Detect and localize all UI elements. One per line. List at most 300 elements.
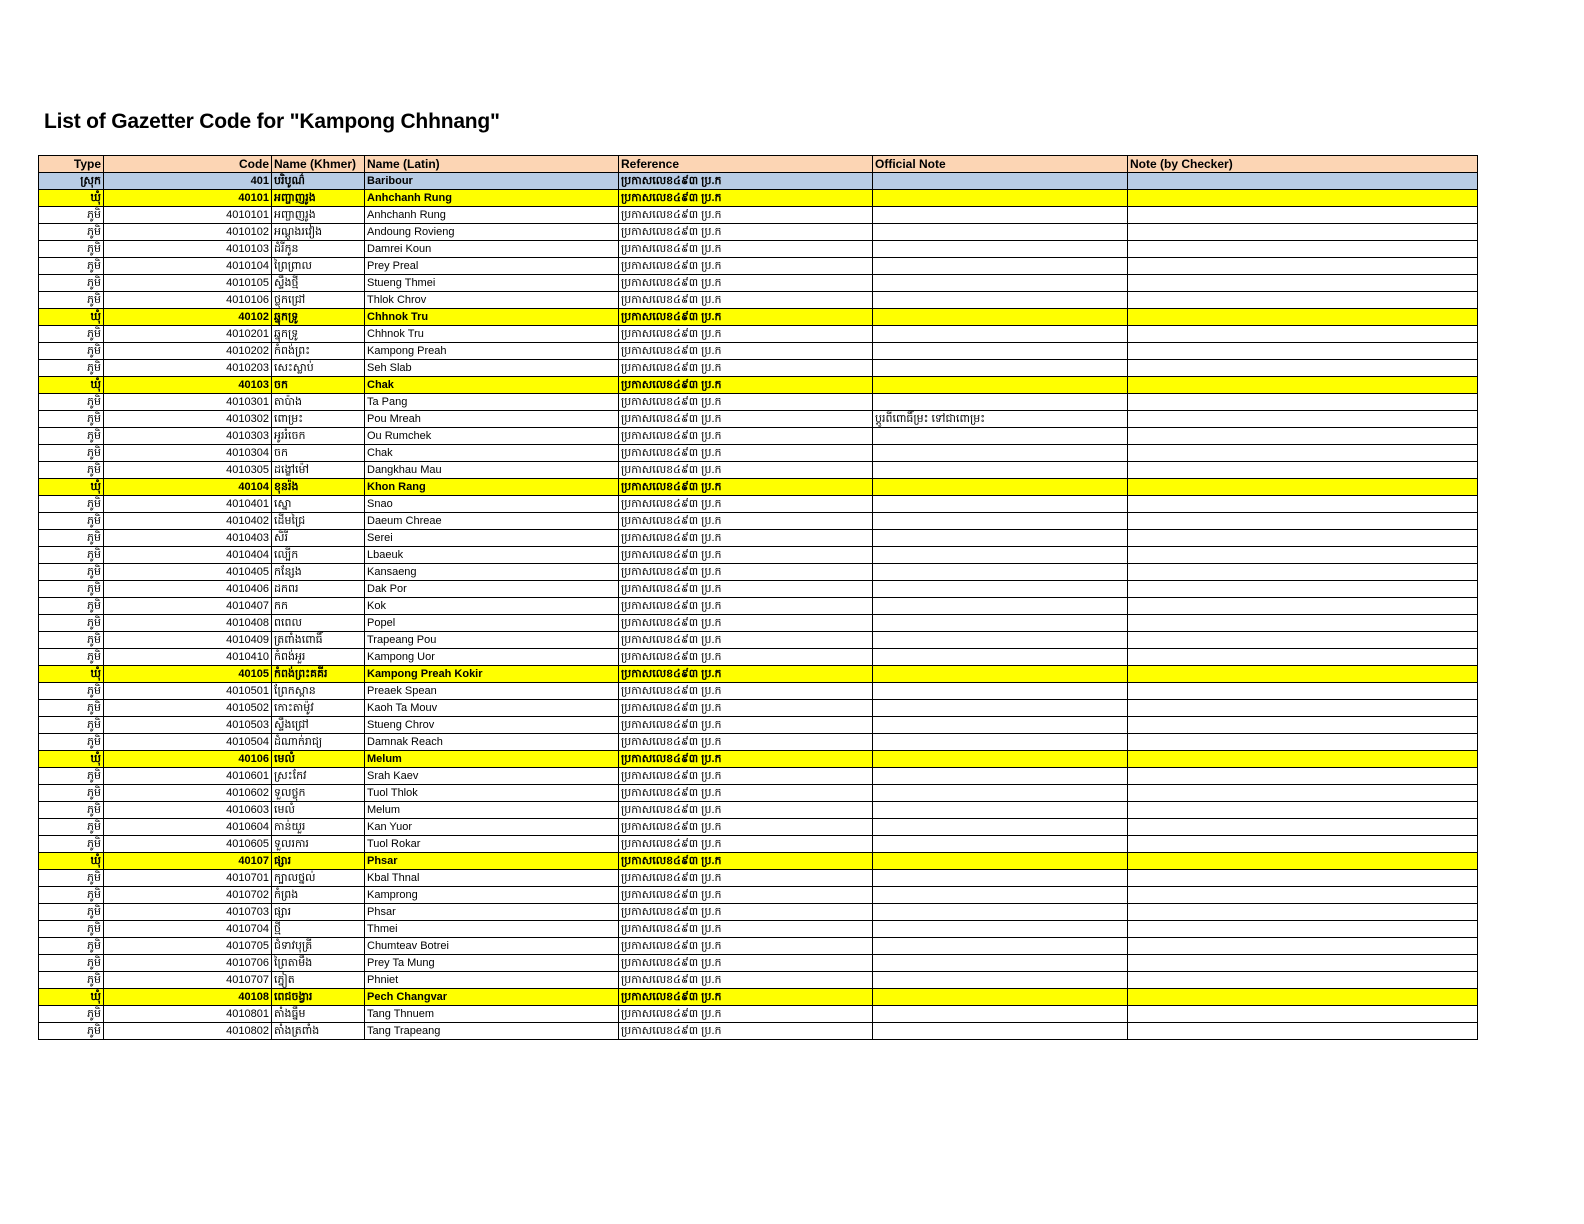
cell-official-note [873,768,1128,785]
cell-checker-note [1128,938,1478,955]
village-row [39,326,1478,343]
cell-reference: ប្រកាសលេខ៤៩៣ ប្រ.ក [619,853,873,870]
cell-checker-note [1128,683,1478,700]
cell-reference: ប្រកាសលេខ៤៩៣ ប្រ.ក [619,819,873,836]
cell-name-latin: Melum [365,751,619,768]
cell-checker-note [1128,717,1478,734]
cell-checker-note [1128,1006,1478,1023]
cell-type: ភូមិ [39,564,104,581]
cell-type: ភូមិ [39,241,104,258]
cell-type: ឃុំ [39,309,104,326]
cell-checker-note [1128,632,1478,649]
cell-name-khmer: ដង្ខៅម៉ៅ [272,462,365,479]
cell-name-khmer: មេលំ [272,802,365,819]
cell-name-khmer: ដើមជ្រៃ [272,513,365,530]
cell-code: 4010304 [104,445,272,462]
cell-name-latin: Baribour [365,173,619,190]
cell-name-latin: Anhchanh Rung [365,190,619,207]
cell-checker-note [1128,258,1478,275]
header-name-khmer: Name (Khmer) [272,156,365,173]
cell-official-note [873,513,1128,530]
village-row [39,462,1478,479]
cell-code: 4010605 [104,836,272,853]
cell-name-latin: Tuol Thlok [365,785,619,802]
cell-type: ភូមិ [39,394,104,411]
cell-reference: ប្រកាសលេខ៤៩៣ ប្រ.ក [619,700,873,717]
cell-official-note [873,717,1128,734]
cell-code: 4010407 [104,598,272,615]
cell-code: 4010102 [104,224,272,241]
cell-official-note [873,921,1128,938]
cell-checker-note [1128,921,1478,938]
cell-reference: ប្រកាសលេខ៤៩៣ ប្រ.ក [619,802,873,819]
cell-checker-note [1128,479,1478,496]
village-row [39,275,1478,292]
cell-checker-note [1128,513,1478,530]
village-row [39,683,1478,700]
cell-name-latin: Kan Yuor [365,819,619,836]
cell-name-khmer: សិរី [272,530,365,547]
commune-row [39,479,1478,496]
cell-name-latin: Popel [365,615,619,632]
cell-reference: ប្រកាសលេខ៤៩៣ ប្រ.ក [619,938,873,955]
commune-row [39,309,1478,326]
cell-type: ភូមិ [39,717,104,734]
cell-type: ឃុំ [39,479,104,496]
cell-name-latin: Kampong Preah Kokir [365,666,619,683]
cell-code: 4010702 [104,887,272,904]
cell-name-khmer: ឆ្នុកទ្រូ [272,309,365,326]
cell-name-latin: Anhchanh Rung [365,207,619,224]
cell-name-latin: Snao [365,496,619,513]
cell-checker-note [1128,564,1478,581]
cell-code: 4010604 [104,819,272,836]
cell-name-khmer: ចក [272,445,365,462]
cell-reference: ប្រកាសលេខ៤៩៣ ប្រ.ក [619,343,873,360]
commune-row [39,666,1478,683]
cell-name-latin: Seh Slab [365,360,619,377]
cell-name-latin: Ou Rumchek [365,428,619,445]
cell-name-khmer: ផ្សារ [272,904,365,921]
cell-checker-note [1128,972,1478,989]
cell-type: ភូមិ [39,768,104,785]
cell-reference: ប្រកាសលេខ៤៩៣ ប្រ.ក [619,513,873,530]
cell-reference: ប្រកាសលេខ៤៩៣ ប្រ.ក [619,360,873,377]
cell-reference: ប្រកាសលេខ៤៩៣ ប្រ.ក [619,632,873,649]
cell-checker-note [1128,377,1478,394]
cell-checker-note [1128,955,1478,972]
commune-row [39,190,1478,207]
cell-reference: ប្រកាសលេខ៤៩៣ ប្រ.ក [619,292,873,309]
cell-type: ភូមិ [39,445,104,462]
cell-checker-note [1128,224,1478,241]
cell-type: ភូមិ [39,615,104,632]
cell-checker-note [1128,887,1478,904]
cell-type: ឃុំ [39,751,104,768]
cell-reference: ប្រកាសលេខ៤៩៣ ប្រ.ក [619,904,873,921]
cell-reference: ប្រកាសលេខ៤៩៣ ប្រ.ក [619,462,873,479]
cell-type: ភូមិ [39,734,104,751]
cell-name-khmer: ព្រៃព្រាល [272,258,365,275]
cell-checker-note [1128,853,1478,870]
cell-checker-note [1128,292,1478,309]
cell-official-note [873,377,1128,394]
cell-type: ភូមិ [39,343,104,360]
cell-reference: ប្រកាសលេខ៤៩៣ ប្រ.ក [619,445,873,462]
village-row [39,921,1478,938]
cell-name-khmer: ឆ្នុកទ្រូ [272,326,365,343]
cell-name-khmer: ត្រពាំងពោធិ៍ [272,632,365,649]
village-row [39,428,1478,445]
cell-official-note [873,785,1128,802]
village-row [39,258,1478,275]
cell-official-note [873,700,1128,717]
cell-type: ភូមិ [39,547,104,564]
cell-reference: ប្រកាសលេខ៤៩៣ ប្រ.ក [619,173,873,190]
cell-name-latin: Tuol Rokar [365,836,619,853]
cell-name-latin: Preaek Spean [365,683,619,700]
village-row [39,598,1478,615]
cell-type: ភូមិ [39,292,104,309]
cell-official-note [873,632,1128,649]
cell-code: 4010302 [104,411,272,428]
cell-name-khmer: ចក [272,377,365,394]
cell-name-khmer: ទួលរការ [272,836,365,853]
village-row [39,717,1478,734]
cell-code: 40103 [104,377,272,394]
village-row [39,547,1478,564]
cell-type: ភូមិ [39,972,104,989]
cell-type: ភូមិ [39,1006,104,1023]
commune-row [39,989,1478,1006]
cell-reference: ប្រកាសលេខ៤៩៣ ប្រ.ក [619,598,873,615]
cell-official-note [873,972,1128,989]
cell-name-khmer: ស្នោ [272,496,365,513]
cell-type: ភូមិ [39,921,104,938]
cell-name-latin: Chak [365,377,619,394]
cell-type: ភូមិ [39,411,104,428]
village-row [39,649,1478,666]
cell-official-note [873,292,1128,309]
cell-name-khmer: ស្ទឹងថ្មី [272,275,365,292]
cell-name-khmer: កោះតាម៉ូវ [272,700,365,717]
cell-code: 4010802 [104,1023,272,1040]
cell-code: 4010706 [104,955,272,972]
cell-checker-note [1128,241,1478,258]
cell-type: ភូមិ [39,938,104,955]
cell-checker-note [1128,870,1478,887]
cell-name-khmer: ទួលថ្លុក [272,785,365,802]
cell-checker-note [1128,904,1478,921]
cell-type: ភូមិ [39,700,104,717]
cell-type: ភូមិ [39,819,104,836]
header-official-note: Official Note [873,156,1128,173]
cell-official-note [873,802,1128,819]
cell-checker-note [1128,309,1478,326]
cell-reference: ប្រកាសលេខ៤៩៣ ប្រ.ក [619,394,873,411]
cell-checker-note [1128,768,1478,785]
cell-checker-note [1128,1023,1478,1040]
cell-type: ភូមិ [39,632,104,649]
cell-official-note [873,530,1128,547]
cell-checker-note [1128,496,1478,513]
cell-type: ភូមិ [39,802,104,819]
cell-code: 4010602 [104,785,272,802]
cell-official-note [873,275,1128,292]
cell-name-khmer: ពេជចង្វារ [272,989,365,1006]
cell-official-note [873,666,1128,683]
village-row [39,1006,1478,1023]
cell-code: 4010603 [104,802,272,819]
cell-name-latin: Dangkhau Mau [365,462,619,479]
cell-name-khmer: កន្សែង [272,564,365,581]
cell-type: ភូមិ [39,428,104,445]
cell-type: ភូមិ [39,258,104,275]
cell-name-khmer: អញ្ចាញរូង [272,190,365,207]
cell-reference: ប្រកាសលេខ៤៩៣ ប្រ.ក [619,547,873,564]
cell-official-note [873,309,1128,326]
village-row [39,972,1478,989]
cell-official-note [873,1023,1128,1040]
cell-reference: ប្រកាសលេខ៤៩៣ ប្រ.ក [619,326,873,343]
cell-code: 4010502 [104,700,272,717]
district-row [39,173,1478,190]
cell-name-latin: Tang Trapeang [365,1023,619,1040]
cell-code: 40102 [104,309,272,326]
village-row [39,241,1478,258]
cell-code: 4010301 [104,394,272,411]
cell-type: ភូមិ [39,887,104,904]
cell-code: 4010408 [104,615,272,632]
cell-code: 4010201 [104,326,272,343]
cell-code: 4010409 [104,632,272,649]
cell-checker-note [1128,343,1478,360]
cell-type: ភូមិ [39,870,104,887]
cell-name-latin: Prey Preal [365,258,619,275]
cell-official-note [873,955,1128,972]
cell-official-note [873,394,1128,411]
cell-official-note [873,547,1128,564]
cell-name-khmer: ពពេល [272,615,365,632]
village-row [39,955,1478,972]
cell-code: 40101 [104,190,272,207]
cell-official-note [873,819,1128,836]
cell-official-note [873,224,1128,241]
cell-name-latin: Trapeang Pou [365,632,619,649]
cell-checker-note [1128,411,1478,428]
cell-name-khmer: ថ្លុកជ្រៅ [272,292,365,309]
cell-reference: ប្រកាសលេខ៤៩៣ ប្រ.ក [619,649,873,666]
cell-reference: ប្រកាសលេខ៤៩៣ ប្រ.ក [619,190,873,207]
cell-name-latin: Kok [365,598,619,615]
cell-checker-note [1128,785,1478,802]
cell-code: 4010106 [104,292,272,309]
cell-code: 4010404 [104,547,272,564]
cell-code: 4010104 [104,258,272,275]
cell-code: 4010403 [104,530,272,547]
cell-type: ភូមិ [39,360,104,377]
cell-type: ភូមិ [39,496,104,513]
cell-checker-note [1128,802,1478,819]
cell-name-latin: Chhnok Tru [365,326,619,343]
cell-code: 4010707 [104,972,272,989]
cell-name-khmer: កំព្រង [272,887,365,904]
cell-name-latin: Lbaeuk [365,547,619,564]
cell-reference: ប្រកាសលេខ៤៩៣ ប្រ.ក [619,785,873,802]
cell-name-latin: Dak Por [365,581,619,598]
cell-official-note [873,462,1128,479]
cell-name-latin: Kaoh Ta Mouv [365,700,619,717]
village-row [39,224,1478,241]
cell-official-note [873,904,1128,921]
cell-official-note [873,1006,1128,1023]
header-name-latin: Name (Latin) [365,156,619,173]
cell-official-note [873,173,1128,190]
cell-name-latin: Thmei [365,921,619,938]
cell-name-khmer: តាំងត្រពាំង [272,1023,365,1040]
header-reference: Reference [619,156,873,173]
cell-name-khmer: ថ្មី [272,921,365,938]
village-row [39,819,1478,836]
cell-name-khmer: ខុនរ៉ង [272,479,365,496]
cell-name-latin: Thlok Chrov [365,292,619,309]
cell-name-khmer: ស្ទឹងជ្រៅ [272,717,365,734]
village-row [39,496,1478,513]
cell-reference: ប្រកាសលេខ៤៩៣ ប្រ.ក [619,530,873,547]
cell-name-latin: Chhnok Tru [365,309,619,326]
cell-reference: ប្រកាសលេខ៤៩៣ ប្រ.ក [619,989,873,1006]
cell-type: ភូមិ [39,649,104,666]
cell-type: ភូមិ [39,785,104,802]
cell-official-note [873,836,1128,853]
cell-code: 4010101 [104,207,272,224]
cell-reference: ប្រកាសលេខ៤៩៣ ប្រ.ក [619,717,873,734]
cell-code: 4010504 [104,734,272,751]
cell-official-note [873,853,1128,870]
village-row [39,445,1478,462]
cell-name-latin: Kamprong [365,887,619,904]
cell-code: 4010203 [104,360,272,377]
cell-name-latin: Tang Thnuem [365,1006,619,1023]
cell-official-note [873,479,1128,496]
gazetteer-table [38,155,1478,1040]
cell-type: ភូមិ [39,836,104,853]
page-title: List of Gazetter Code for "Kampong Chhnang" [44,110,500,133]
village-row [39,734,1478,751]
cell-name-khmer: ជំទាវបុត្រី [272,938,365,955]
cell-name-latin: Phniet [365,972,619,989]
cell-name-khmer: ព្រែកស្ពាន [272,683,365,700]
cell-reference: ប្រកាសលេខ៤៩៣ ប្រ.ក [619,734,873,751]
cell-official-note [873,683,1128,700]
cell-code: 40108 [104,989,272,1006]
cell-official-note [873,326,1128,343]
village-row [39,564,1478,581]
cell-code: 40105 [104,666,272,683]
cell-name-latin: Phsar [365,853,619,870]
cell-reference: ប្រកាសលេខ៤៩៣ ប្រ.ក [619,666,873,683]
cell-reference: ប្រកាសលេខ៤៩៣ ប្រ.ក [619,377,873,394]
cell-official-note [873,581,1128,598]
cell-code: 4010401 [104,496,272,513]
village-row [39,581,1478,598]
cell-name-khmer: ដំរីកូន [272,241,365,258]
village-row [39,836,1478,853]
cell-reference: ប្រកាសលេខ៤៩៣ ប្រ.ក [619,972,873,989]
cell-checker-note [1128,530,1478,547]
cell-official-note [873,496,1128,513]
village-row [39,700,1478,717]
village-row [39,411,1478,428]
cell-name-khmer: ស្រះកែវ [272,768,365,785]
cell-code: 4010705 [104,938,272,955]
cell-reference: ប្រកាសលេខ៤៩៣ ប្រ.ក [619,241,873,258]
cell-name-khmer: ផ្សារ [272,853,365,870]
village-row [39,785,1478,802]
cell-name-khmer: កាន់យួរ [272,819,365,836]
cell-checker-note [1128,445,1478,462]
cell-reference: ប្រកាសលេខ៤៩៣ ប្រ.ក [619,309,873,326]
village-row [39,343,1478,360]
header-checker-note: Note (by Checker) [1128,156,1478,173]
cell-code: 4010701 [104,870,272,887]
cell-code: 40106 [104,751,272,768]
cell-reference: ប្រកាសលេខ៤៩៣ ប្រ.ក [619,207,873,224]
cell-name-khmer: មេលំ [272,751,365,768]
cell-code: 401 [104,173,272,190]
cell-reference: ប្រកាសលេខ៤៩៣ ប្រ.ក [619,836,873,853]
cell-official-note [873,989,1128,1006]
cell-official-note [873,751,1128,768]
cell-reference: ប្រកាសលេខ៤៩៣ ប្រ.ក [619,496,873,513]
cell-name-latin: Phsar [365,904,619,921]
cell-type: ភូមិ [39,326,104,343]
village-row [39,615,1478,632]
commune-row [39,751,1478,768]
cell-official-note [873,938,1128,955]
cell-type: ឃុំ [39,989,104,1006]
village-row [39,207,1478,224]
cell-official-note [873,207,1128,224]
cell-official-note [873,734,1128,751]
cell-name-khmer: សេះស្លាប់ [272,360,365,377]
cell-name-khmer: ពោម្រះ [272,411,365,428]
cell-reference: ប្រកាសលេខ៤៩៣ ប្រ.ក [619,683,873,700]
cell-code: 4010704 [104,921,272,938]
village-row [39,1023,1478,1040]
header-code: Code [104,156,272,173]
cell-name-latin: Andoung Rovieng [365,224,619,241]
cell-reference: ប្រកាសលេខ៤៩៣ ប្រ.ក [619,1023,873,1040]
cell-type: ភូមិ [39,1023,104,1040]
cell-type: ភូមិ [39,955,104,972]
cell-name-latin: Chumteav Botrei [365,938,619,955]
cell-code: 4010501 [104,683,272,700]
cell-checker-note [1128,581,1478,598]
cell-type: ភូមិ [39,275,104,292]
cell-reference: ប្រកាសលេខ៤៩៣ ប្រ.ក [619,615,873,632]
cell-type: ភូមិ [39,598,104,615]
cell-name-latin: Daeum Chreae [365,513,619,530]
cell-code: 40107 [104,853,272,870]
cell-checker-note [1128,666,1478,683]
cell-checker-note [1128,598,1478,615]
cell-name-khmer: ក្បាលថ្នល់ [272,870,365,887]
cell-reference: ប្រកាសលេខ៤៩៣ ប្រ.ក [619,751,873,768]
cell-checker-note [1128,836,1478,853]
cell-checker-note [1128,275,1478,292]
cell-reference: ប្រកាសលេខ៤៩៣ ប្រ.ក [619,479,873,496]
